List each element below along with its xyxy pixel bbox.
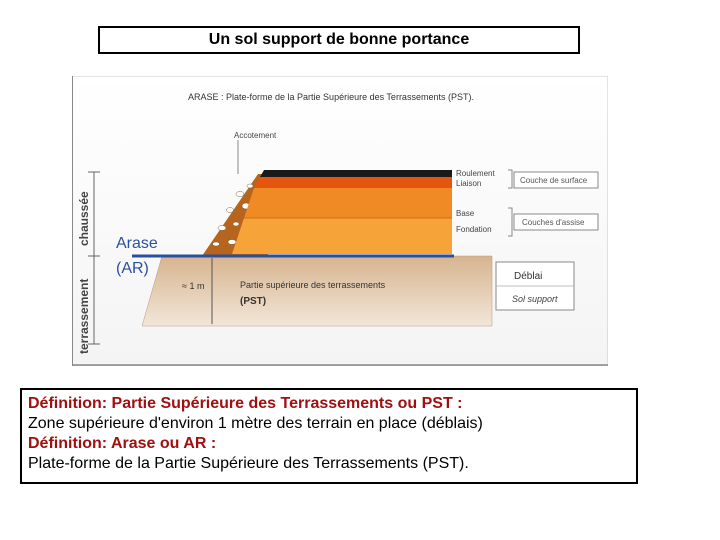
layer-base [244,188,452,218]
pst-label-line2: (PST) [240,296,267,307]
axis-terrassement-label: terrassement [77,278,91,354]
roulement-label: Roulement [456,169,495,178]
arase-label: Arase [116,235,158,252]
accotement-label: Accotement [234,131,277,140]
deblai-label: Déblai [514,271,543,282]
couche-surface-label: Couche de surface [520,176,588,185]
pst-soil-layer [142,256,492,326]
axis-chaussee-label: chaussée [77,191,91,246]
couches-assise-label: Couches d'assise [522,218,585,227]
page-title [98,26,580,54]
definition-pst-text: Zone supérieure d'environ 1 mètre des terrain en place (déblais) [28,415,483,432]
depth-label: ≈ 1 m [182,281,205,291]
page-title-text: Un sol support de bonne portance [208,31,470,48]
liaison-label: Liaison [456,179,482,188]
fondation-label: Fondation [456,225,492,234]
ar-label: (AR) [116,260,149,277]
base-label: Base [456,209,475,218]
pavement-cross-section-diagram [72,76,608,366]
pst-label-line1: Partie supérieure des terrassements [240,280,386,290]
layer-liaison [254,177,452,188]
layer-roulement [260,170,452,177]
definition-arase-text: Plate-forme de la Partie Supérieure des Terrassements (PST). [28,455,469,472]
definition-pst-heading: Définition: Partie Supérieure des Terrassements ou PST : [28,395,463,412]
definitions-box [20,388,638,484]
diagram-caption: ARASE : Plate-forme de la Partie Supérieure des Terrassements (PST). [188,92,474,102]
sol-support-label: Sol support [512,294,558,304]
layer-fondation [232,218,452,254]
definition-arase-heading: Définition: Arase ou AR : [28,435,217,452]
